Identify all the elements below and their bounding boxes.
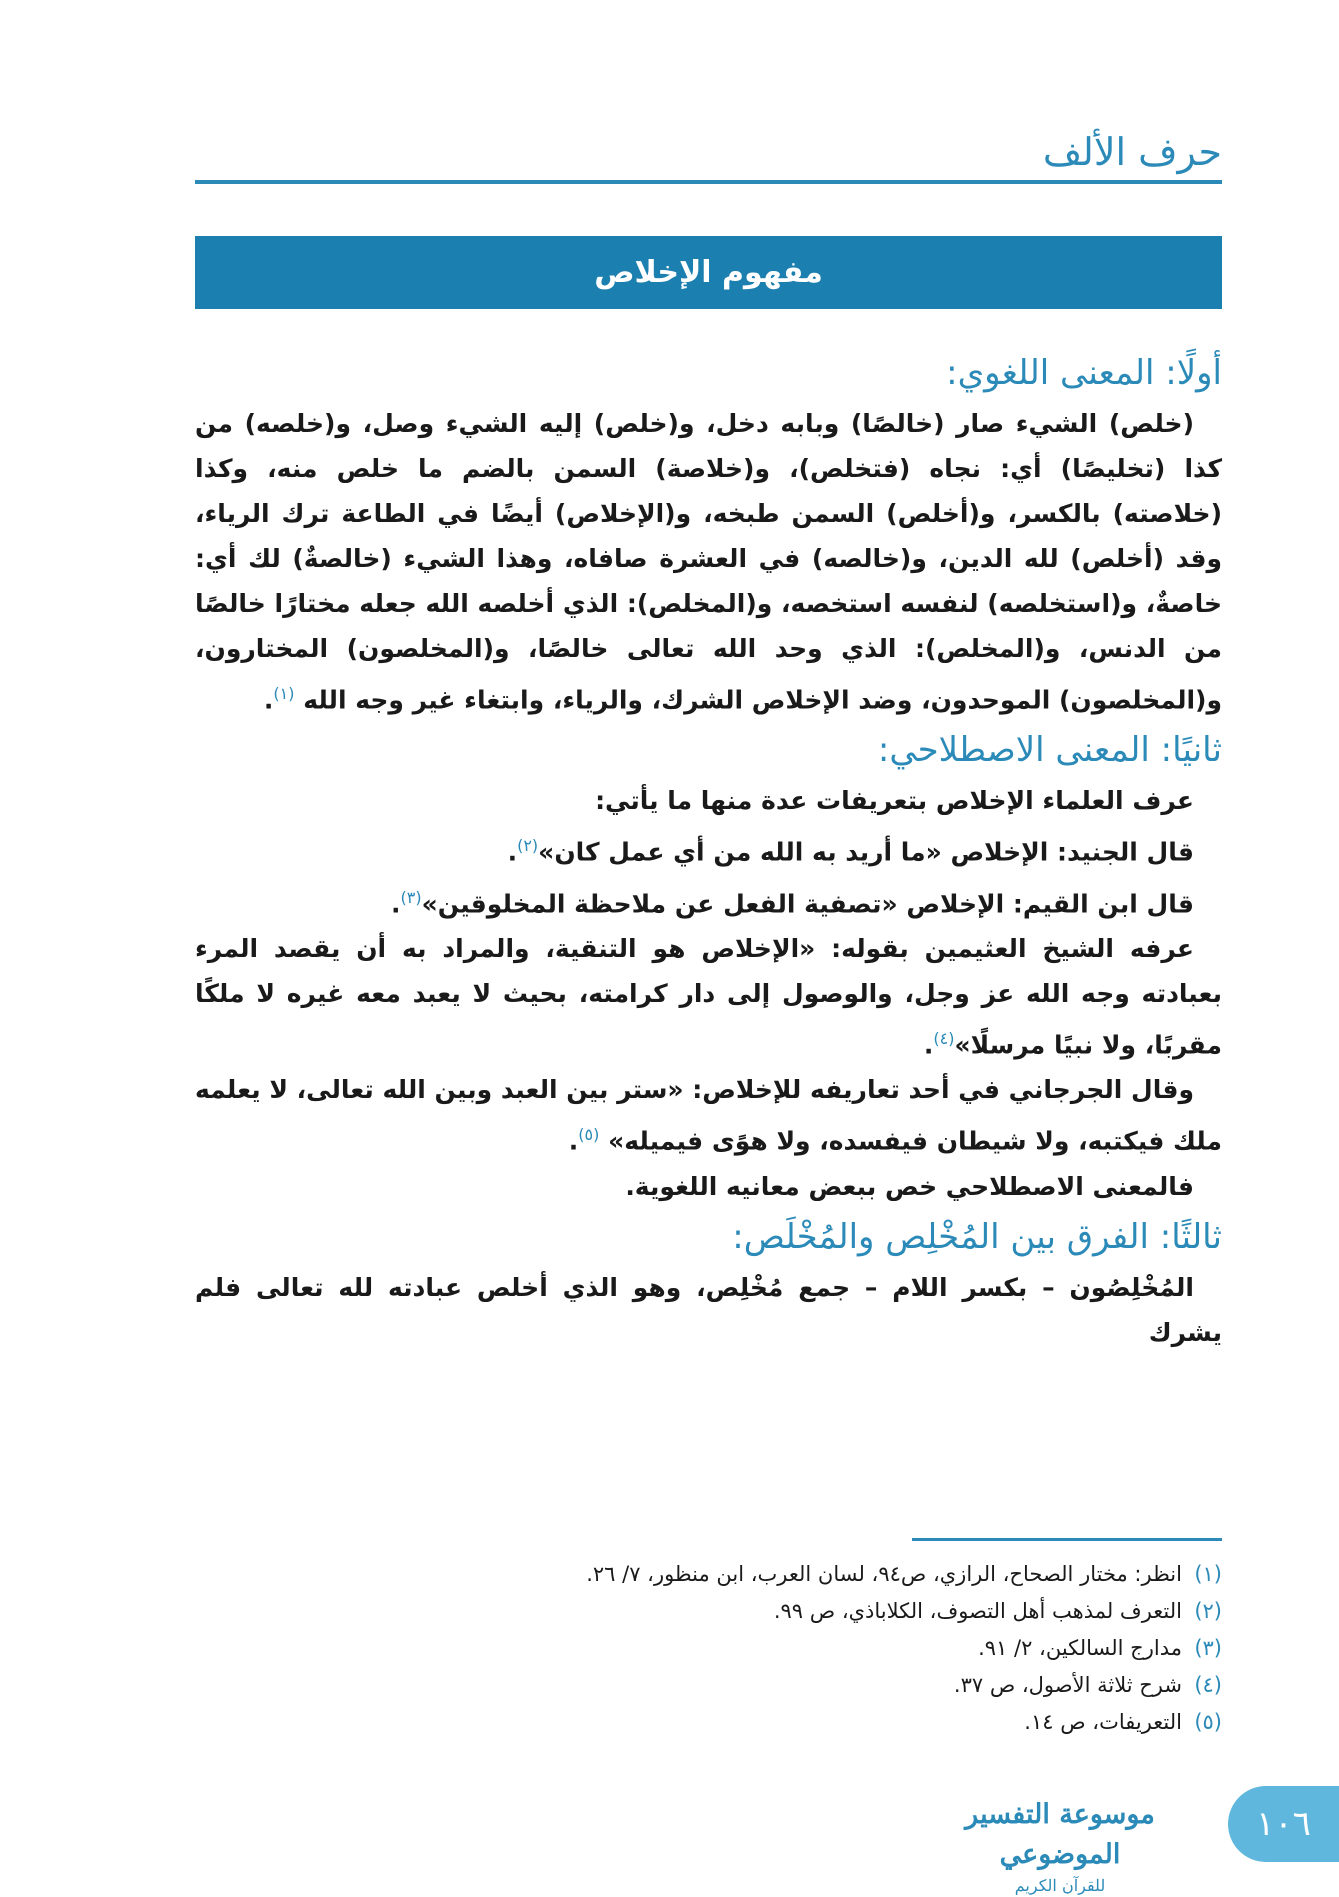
footnote-text: شرح ثلاثة الأصول، ص ٣٧.: [953, 1673, 1182, 1697]
footnote-item: [272, 1704, 1222, 1741]
footnote-number: (٣): [1194, 1636, 1222, 1660]
footnote-item: [272, 1556, 1222, 1593]
section-heading-linguistic: أولًا: المعنى اللغوي:: [946, 353, 1222, 393]
paragraph-text: قال ابن القيم: الإخلاص «تصفية الفعل عن ملاحظة المخلوقين»: [421, 888, 1194, 918]
footnote-ref[interactable]: (١): [273, 684, 295, 703]
logo-title: موسوعة التفسير الموضوعي: [965, 1799, 1155, 1870]
footnote-number: (١): [1194, 1562, 1222, 1586]
paragraph-text: (خلص) الشيء صار (خالصًا) وبابه دخل، و(خلص) إليه الشيء وصل، و(خلصه) من كذا (تخليصًا) أي: نجاه (فتخلص)، و(خلاصة) السمن بالضم ما خلص منه، وكذا (خلاصته) بالكسر، و(أخلص) السمن طبخه، و(الإخلاص) أيضًا في الطاعة ترك الرياء، وقد (أخلص) لله الدين، و(خالصه) في العشرة صافاه، وهذا الشيء (خالصةٌ) لك أي: خاصةٌ، و(استخلصه) لنفسه استخصه، و(المخلص): الذي أخلصه الله جعله مختارًا خالصًا من الدنس، و(المخلص): الذي وحد الله تعالى خالصًا، و(المخلصون) المختارون، و(المخلصون) الموحدون، وضد الإخلاص الشرك، والرياء، وابتغاء غير وجه الله: [195, 409, 1222, 715]
page-number-tab: ١٠٦: [1228, 1786, 1339, 1862]
main-content: [195, 345, 1222, 1355]
paragraph-uthaymeen: عرفه الشيخ العثيمين بقوله: «الإخلاص هو التنقية، والمراد به أن يقصد المرء بعبادته وجه الله عز وجل، والوصول إلى دار كرامته، بحيث لا يعبد معه غيره لا ملكًا مقربًا، ولا نبيًا مرسلًا»$^{(٤)}$.: [195, 933, 1222, 1060]
topic-title-banner: مفهوم الإخلاص: [195, 236, 1222, 309]
encyclopedia-logo: [915, 1795, 1205, 1895]
footnote-text: التعرف لمذهب أهل التصوف، الكلاباذي، ص ٩٩.: [773, 1599, 1182, 1623]
paragraph-jurjani: وقال الجرجاني في أحد تعاريفه للإخلاص: «ستر بين العبد وبين الله تعالى، لا يعلمه ملك فيكتبه، ولا شيطان فيفسده، ولا هوًى فيميله» $^{(٥)}$.: [195, 1075, 1222, 1156]
logo-subtitle: للقرآن الكريم: [1014, 1876, 1106, 1895]
paragraph-conclusion: فالمعنى الاصطلاحي خص ببعض معانيه اللغوية.: [625, 1171, 1194, 1201]
footnote-item: [272, 1593, 1222, 1630]
paragraph-text: عرفه الشيخ العثيمين بقوله: «الإخلاص هو التنقية، والمراد به أن يقصد المرء بعبادته وجه الله عز وجل، والوصول إلى دار كرامته، بحيث لا يعبد معه غيره لا ملكًا مقربًا، ولا نبيًا مرسلًا»: [195, 933, 1222, 1060]
footnote-item: [272, 1667, 1222, 1704]
footnote-text: التعريفات، ص ١٤.: [1024, 1710, 1182, 1734]
section-heading-difference: ثالثًا: الفرق بين المُخْلِص والمُخْلَص:: [732, 1216, 1222, 1257]
footnote-text: مدارج السالكين، ٢/ ٩١.: [978, 1636, 1182, 1660]
paragraph-text: وقال الجرجاني في أحد تعاريفه للإخلاص: «ستر بين العبد وبين الله تعالى، لا يعلمه ملك فيكتبه، ولا شيطان فيفسده، ولا هوًى فيميله»: [195, 1075, 1222, 1156]
footnote-number: (٢): [1194, 1599, 1222, 1623]
paragraph-intro: عرف العلماء الإخلاص بتعريفات عدة منها ما يأتي:: [595, 786, 1194, 816]
footnote-ref[interactable]: (٤): [933, 1028, 955, 1048]
footnotes-list: [272, 1556, 1222, 1741]
footnote-ref[interactable]: (٢): [517, 836, 539, 856]
section-heading-terminological: ثانيًا: المعنى الاصطلاحي:: [877, 730, 1222, 771]
footnote-item: [272, 1630, 1222, 1667]
footnote-number: (٤): [1194, 1673, 1222, 1697]
paragraph-ibn-qayyim: قال ابن القيم: الإخلاص «تصفية الفعل عن ملاحظة المخلوقين»$^{(٣)}$.: [390, 887, 1194, 918]
chapter-title: حرف الألف: [1042, 130, 1222, 174]
footnote-number: (٥): [1194, 1710, 1222, 1734]
footnote-separator: [912, 1538, 1222, 1541]
footnote-ref[interactable]: (٥): [578, 1125, 600, 1145]
paragraph-text: قال الجنيد: الإخلاص «ما أريد به الله من أي عمل كان»: [538, 837, 1194, 867]
paragraph-linguistic: (خلص) الشيء صار (خالصًا) وبابه دخل، و(خلص) إليه الشيء وصل، و(خلصه) من كذا (تخليصًا) أي: نجاه (فتخلص)، و(خلاصة) السمن بالضم ما خلص منه، وكذا (خلاصته) بالكسر، و(أخلص) السمن طبخه، و(الإخلاص) أيضًا في الطاعة ترك الرياء، وقد (أخلص) لله الدين، و(خالصه) في العشرة صافاه، وهذا الشيء (خالصةٌ) لك أي: خاصةٌ، و(استخلصه) لنفسه استخصه، و(المخلص): الذي أخلصه الله جعله مختارًا خالصًا من الدنس، و(المخلص): الذي وحد الله تعالى خالصًا، و(المخلصون) المختارون، و(المخلصون) الموحدون، وضد الإخلاص الشرك، والرياء، وابتغاء غير وجه الله $^{(١)}$.: [195, 409, 1222, 715]
page-header: [195, 130, 1222, 184]
footnote-text: انظر: مختار الصحاح، الرازي، ص٩٤، لسان العرب، ابن منظور، ٧/ ٢٦.: [586, 1562, 1182, 1586]
paragraph-difference: المُخْلِصُون – بكسر اللام – جمع مُخْلِص، وهو الذي أخلص عبادته لله تعالى فلم يشرك: [195, 1272, 1222, 1347]
paragraph-junaid: قال الجنيد: الإخلاص «ما أريد به الله من أي عمل كان»$^{(٢)}$.: [507, 836, 1194, 867]
footnote-ref[interactable]: (٣): [400, 887, 422, 907]
